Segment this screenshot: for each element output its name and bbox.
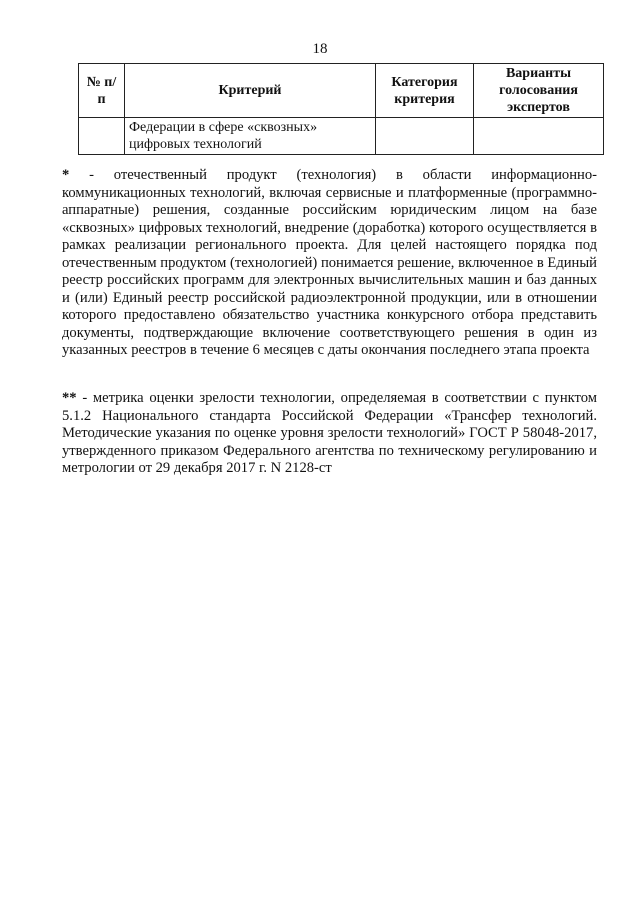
footnote-marker: ** [62,390,77,406]
header-criterion: Критерий [125,64,376,118]
footnote-domestic-product [62,167,597,360]
footnote-maturity-metric [62,390,597,478]
cell-num [79,118,125,155]
footnote-text: - метрика оценки зрелости технологии, определяемая в соответствии с пунктом 5.1.2 Национального стандарта Российской Федерации «Трансфер технологий. Методические указания по оценке уровня зрелости технологий» ГОСТ Р 58048-2017, утвержденного приказом Федерального агентства по техническому регулированию и метрологии от 29 декабря 2017 г. N 2128-ст [62,390,597,476]
footnote-marker: * [62,167,70,183]
footnote-text: - отечественный продукт (технология) в области информационно-коммуникационных технологий, включая сервисные и платформенные (программно-аппаратные) решения, созданные российским юридическим лицом на базе «сквозных» цифровых технологий, внедрение (доработка) которого осуществляется в рамках реализации регионального проекта. Для целей настоящего порядка под отечественным продуктом (технологией) понимается решение, включенное в Единый реестр российских программ для электронных вычислительных машин и баз данных и (или) Единый реестр российской радиоэлектронной продукции, или в отношении которого предоставлено обязательство участника конкурсного отбора представить документы, подтверждающие включение соответствующего решения в один из указанных реестров в течение 6 месяцев с даты окончания последнего этапа проекта [62,167,597,358]
page-number: 18 [312,41,328,57]
header-category: Категория критерия [376,64,474,118]
header-variants: Варианты голосования экспертов [474,64,604,118]
cell-variants [474,118,604,155]
cell-criterion: Федерации в сфере «сквозных» цифровых технологий [125,118,376,155]
cell-category [376,118,474,155]
table-row [79,118,604,155]
table-header-row [79,64,604,118]
criteria-table [78,63,604,155]
header-num: № п/п [79,64,125,118]
